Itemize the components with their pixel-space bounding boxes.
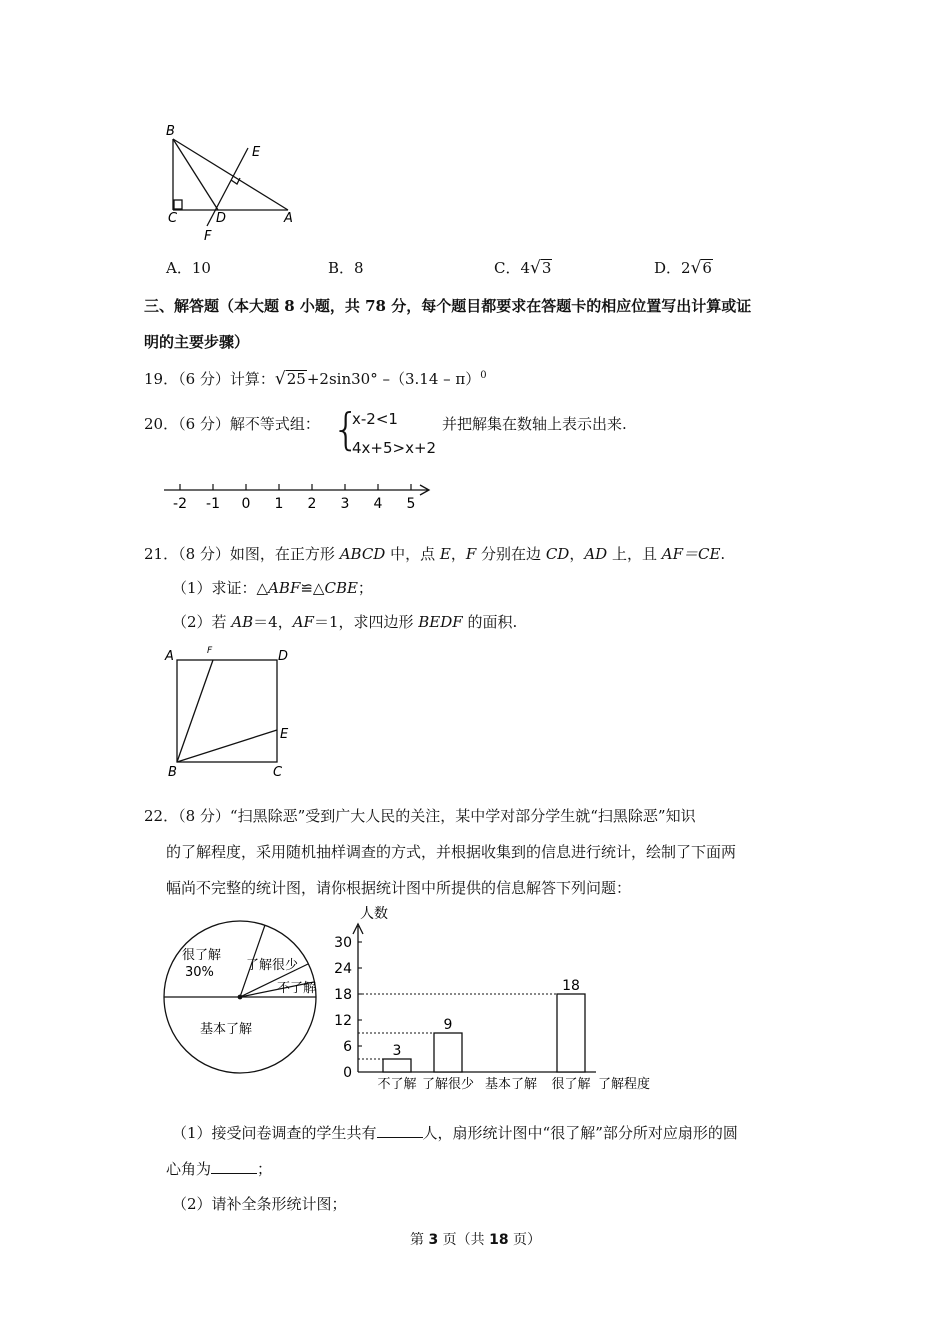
label-d: D [216, 211, 227, 226]
x-category-label: 很了解 [551, 1077, 591, 1092]
number-line-tick-label: -1 [206, 496, 220, 512]
answer-blank-angle[interactable] [211, 1158, 257, 1174]
bar-value-label: 18 [562, 978, 580, 994]
label-a: A [284, 211, 293, 226]
question-22-sub1-cont: 心角为 ； [166, 1160, 273, 1178]
pie-chart [160, 918, 326, 1080]
x-axis-label: 了解程度 [598, 1077, 651, 1092]
sq-label-b: B [168, 765, 177, 780]
pie-label-none: 不了解 [277, 981, 317, 996]
y-tick-label: 12 [334, 1013, 352, 1029]
y-tick-label: 30 [334, 935, 352, 951]
number-line-tick-label: -2 [173, 496, 187, 512]
bar-chart [326, 904, 666, 1094]
label-c: C [168, 211, 178, 226]
y-tick-label: 0 [343, 1065, 352, 1081]
option-c: C．4√3 [494, 258, 552, 278]
question-20: 20．（6 分）解不等式组： [144, 415, 320, 433]
y-tick-label: 18 [334, 987, 352, 1003]
question-22-sub1: （1）接受问卷调查的学生共有 人，扇形统计图中“很了解”部分所对应扇形的圆 [172, 1124, 738, 1142]
question-22-line1: 22．（8 分）“扫黑除恶”受到广大人民的关注，某中学对部分学生就“扫黑除恶”知识 [144, 807, 696, 825]
bar [434, 1033, 462, 1072]
inequality-2: 4x+5>x+2 [352, 439, 437, 457]
option-a: A．10 [166, 259, 211, 277]
pie-label-very: 很了解 [182, 948, 222, 963]
option-d: D．2√6 [654, 258, 712, 278]
question-22-sub2: （2）请补全条形统计图； [172, 1195, 347, 1213]
y-axis-label: 人数 [360, 906, 388, 922]
bar [383, 1059, 411, 1072]
question-20-suffix: 并把解集在数轴上表示出来. [442, 415, 627, 433]
sq-label-a: A [165, 649, 174, 664]
x-category-label: 不了解 [377, 1077, 417, 1092]
inequality-1: x-2<1 [352, 410, 398, 428]
y-tick-label: 6 [343, 1039, 352, 1055]
y-tick-label: 24 [334, 961, 352, 977]
pie-label-basic: 基本了解 [200, 1022, 253, 1037]
bar [557, 994, 585, 1072]
section-title-line2: 明的主要步骤） [144, 333, 250, 351]
sq-label-c: C [273, 765, 283, 780]
question-21: 21．（8 分）如图，在正方形 ABCD 中，点 E，F 分别在边 CD，AD 上，且 AF＝CE. [144, 545, 726, 563]
label-b: B [166, 124, 175, 139]
bar-value-label: 9 [443, 1017, 453, 1033]
square-figure [160, 640, 300, 782]
question-19: 19．（6 分）计算：√25+2sin30° –（3.14 – π）$^0$ [144, 369, 487, 389]
pie-label-little: 了解很少 [246, 958, 299, 973]
sq-label-e: E [280, 727, 289, 742]
bar-value-label: 3 [392, 1043, 402, 1059]
page-footer: 第 3 页（共 18 页） [410, 1232, 542, 1248]
question-21-part2: （2）若 AB＝4，AF＝1，求四边形 BEDF 的面积. [172, 613, 518, 631]
label-e: E [252, 145, 261, 160]
number-line-tick-label: 0 [241, 496, 251, 512]
number-line-tick-label: 4 [373, 496, 383, 512]
sq-label-d: D [278, 649, 289, 664]
x-category-label: 基本了解 [484, 1077, 538, 1092]
number-line-tick-label: 5 [406, 496, 416, 512]
number-line-tick-label: 1 [274, 496, 284, 512]
number-line-tick-label: 3 [340, 496, 350, 512]
number-line-tick-label: 2 [307, 496, 317, 512]
question-22-line3: 幅尚不完整的统计图，请你根据统计图中所提供的信息解答下列问题： [166, 879, 632, 897]
question-22-line2: 的了解程度，采用随机抽样调查的方式，并根据收集到的信息进行统计，绘制了下面两 [166, 843, 737, 861]
option-b: B．8 [328, 259, 364, 277]
number-line [160, 480, 440, 514]
section-title-line1: 三、解答题（本大题 8 小题，共 78 分，每个题目都要求在答题卡的相应位置写出计算或证 [144, 297, 752, 315]
label-f: F [204, 229, 212, 244]
system-brace: { [332, 404, 360, 455]
sq-label-f: F [207, 646, 213, 656]
pie-label-very-pct: 30% [185, 965, 214, 980]
question-21-part1: （1）求证：△ABF≌△CBE； [172, 579, 373, 597]
x-category-label: 了解很少 [421, 1077, 475, 1092]
triangle-figure [160, 118, 310, 248]
answer-blank-count[interactable] [377, 1122, 423, 1138]
